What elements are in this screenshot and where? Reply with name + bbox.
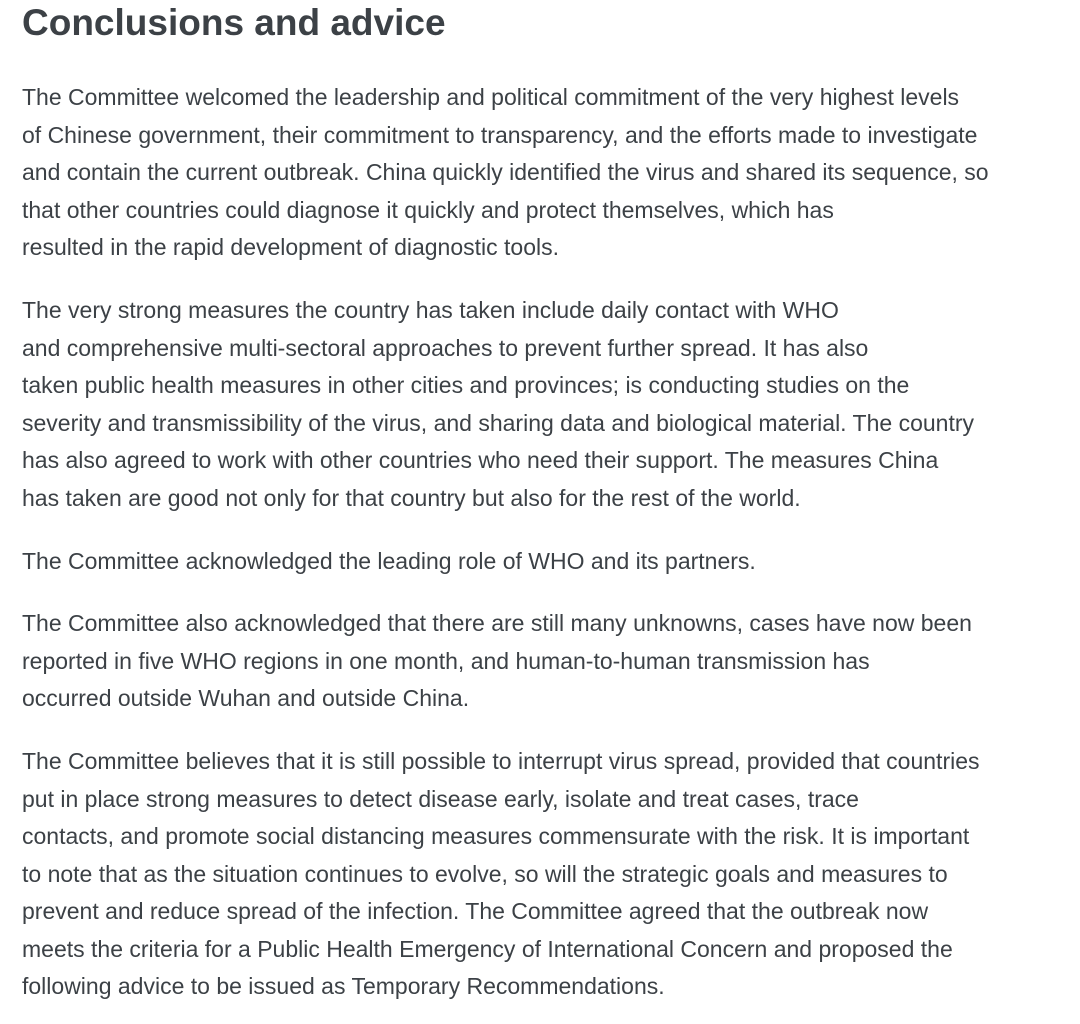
paragraph-line: of Chinese government, their commitment to transparency, and the efforts made to investigate bbox=[22, 121, 978, 148]
paragraph-line: resulted in the rapid development of diagnostic tools. bbox=[22, 234, 559, 261]
paragraph-strong-measures bbox=[22, 292, 1076, 518]
paragraph-line: reported in five WHO regions in one month, and human-to-human transmission has bbox=[22, 647, 870, 674]
paragraph-line: that other countries could diagnose it quickly and protect themselves, which has bbox=[22, 196, 834, 223]
paragraph-line: The very strong measures the country has taken include daily contact with WHO bbox=[22, 296, 839, 323]
paragraph-line: and comprehensive multi-sectoral approaches to prevent further spread. It has also bbox=[22, 334, 869, 361]
paragraph-line: put in place strong measures to detect disease early, isolate and treat cases, trace bbox=[22, 785, 859, 812]
paragraph-line: and contain the current outbreak. China quickly identified the virus and shared its sequence, so bbox=[22, 159, 989, 186]
paragraph-who-role bbox=[22, 543, 1076, 581]
article bbox=[22, 0, 1076, 1006]
paragraph-line: The Committee also acknowledged that there are still many unknowns, cases have now been bbox=[22, 610, 972, 637]
paragraph-line: The Committee welcomed the leadership and political commitment of the very highest levels bbox=[22, 84, 960, 110]
paragraph-line: has also agreed to work with other countries who need their support. The measures China bbox=[22, 447, 939, 474]
paragraph-interrupt-spread bbox=[22, 743, 1076, 1006]
paragraph-line: following advice to be issued as Temporary Recommendations. bbox=[22, 973, 665, 1000]
paragraph-unknowns bbox=[22, 605, 1076, 718]
paragraph-line: The Committee acknowledged the leading role of WHO and its partners. bbox=[22, 547, 756, 574]
page-title: Conclusions and advice bbox=[22, 2, 446, 43]
paragraph-line: severity and transmissibility of the virus, and sharing data and biological material. The country bbox=[22, 409, 974, 436]
paragraph-line: contacts, and promote social distancing measures commensurate with the risk. It is important bbox=[22, 823, 970, 850]
paragraph-line: taken public health measures in other cities and provinces; is conducting studies on the bbox=[22, 372, 910, 399]
paragraph-line: The Committee believes that it is still possible to interrupt virus spread, provided that countries bbox=[22, 747, 980, 774]
paragraph-line: prevent and reduce spread of the infection. The Committee agreed that the outbreak now bbox=[22, 898, 929, 925]
paragraph-line: occurred outside Wuhan and outside China. bbox=[22, 685, 470, 712]
paragraph-line: has taken are good not only for that country but also for the rest of the world. bbox=[22, 484, 801, 511]
paragraph-line: meets the criteria for a Public Health Emergency of International Concern and proposed the bbox=[22, 935, 953, 962]
paragraph-line: to note that as the situation continues to evolve, so will the strategic goals and measures to bbox=[22, 860, 948, 887]
paragraph-committee-welcome bbox=[22, 79, 1076, 267]
